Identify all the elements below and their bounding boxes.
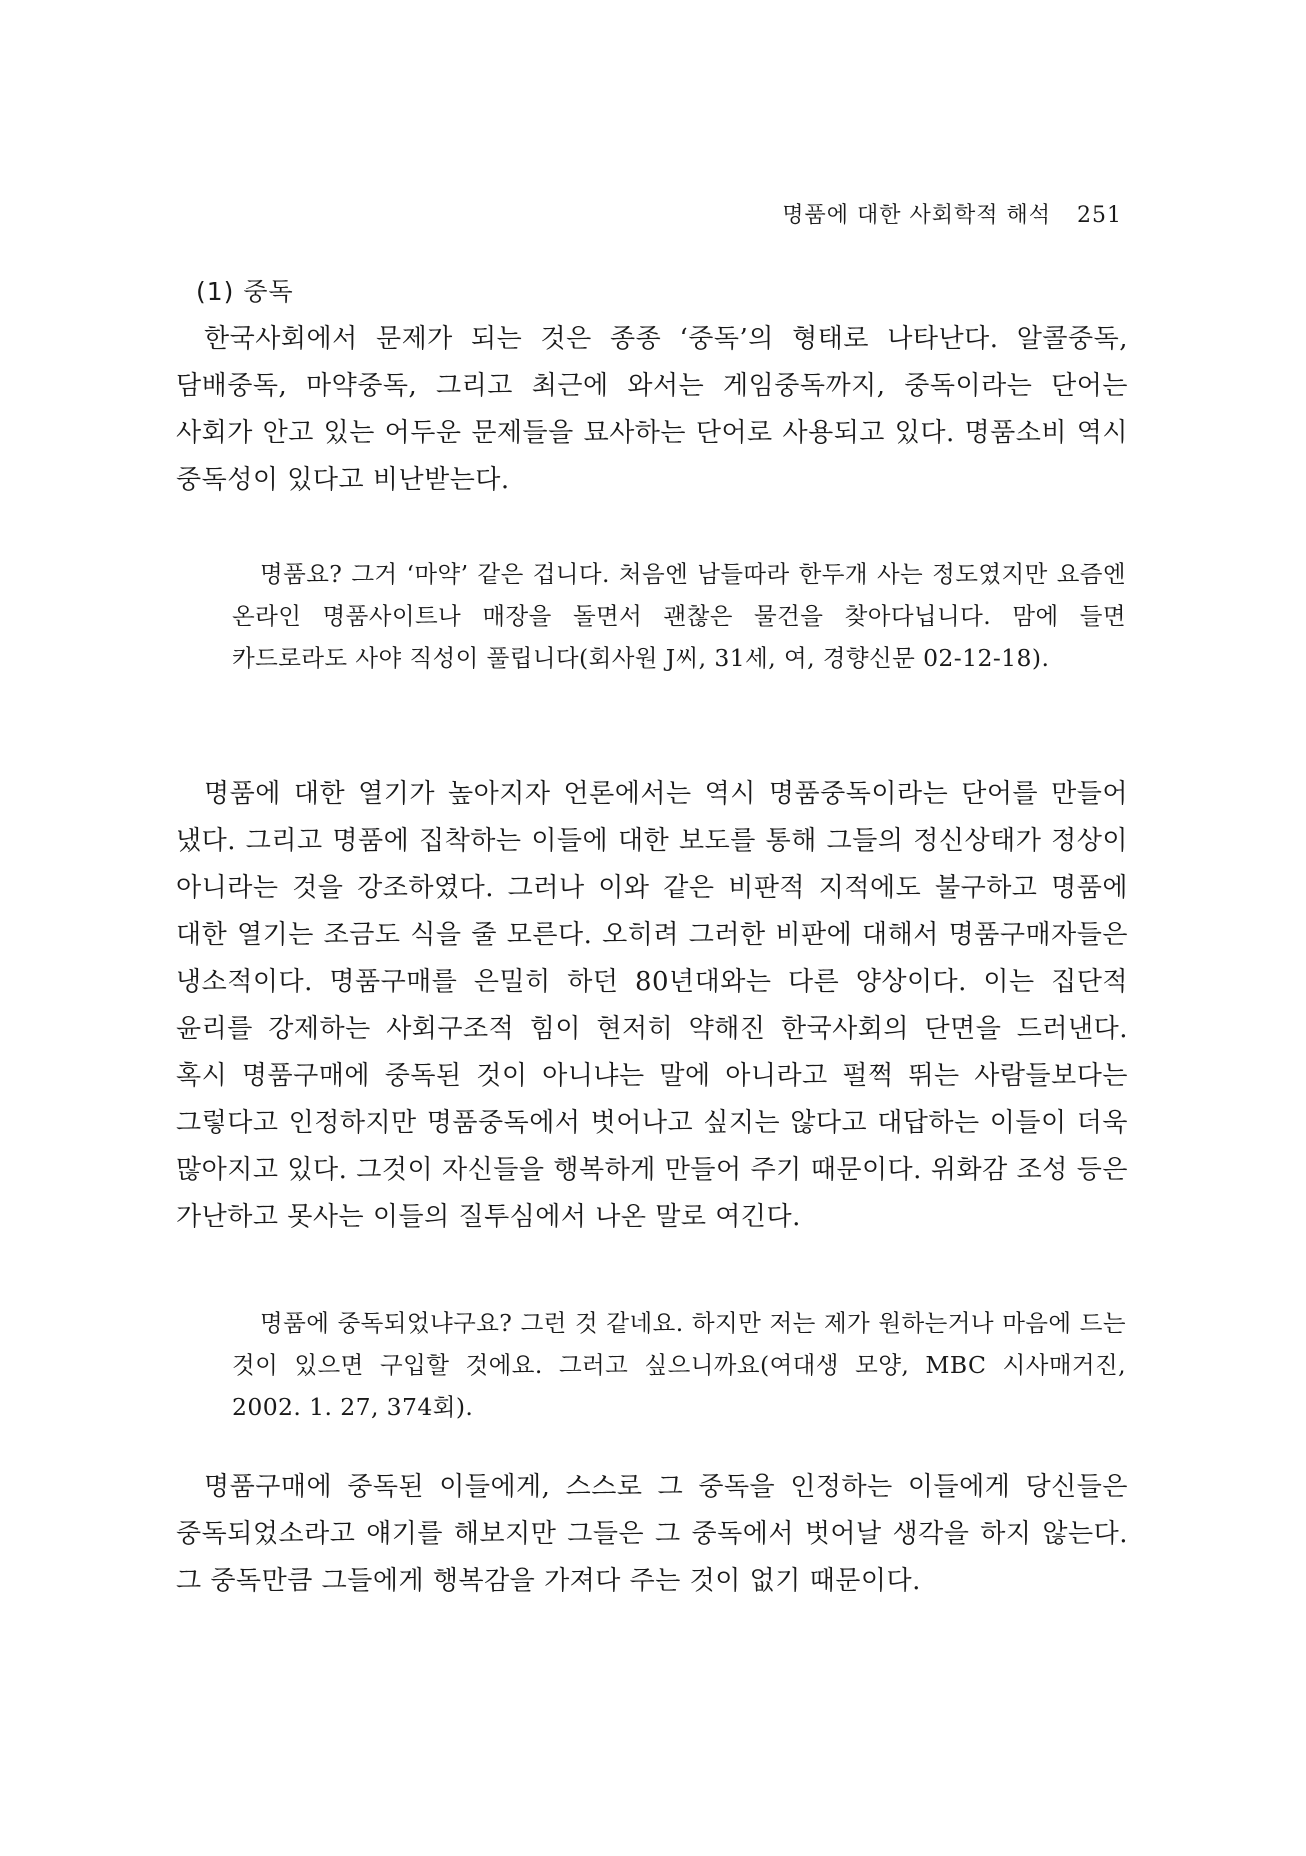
running-header — [782, 198, 1122, 229]
block-quote: 명품에 중독되었냐구요? 그런 것 같네요. 하지만 저는 제가 원하는거나 마음에 드는 것이 있으면 구입할 것에요. 그러고 싶으니까요(여대생 모양, MBC 시사매거진, 2002. 1. 27, 374회). — [232, 1309, 1126, 1421]
body-paragraph: 명품에 대한 열기가 높아지자 언론에서는 역시 명품중독이라는 단어를 만들어 냈다. 그리고 명품에 집착하는 이들에 대한 보도를 통해 그들의 정신상태가 정상이 아니라는 것을 강조하였다. 그러나 이와 같은 비판적 지적에도 불구하고 명품에 대한 열기는 조금도 식을 줄 모른다. 오히려 그러한 비판에 대해서 명품구매자들은 냉소적이다. 명품구매를 은밀히 하던 80년대와는 다른 양상이다. 이는 집단적 윤리를 강제하는 사회구조적 힘이 현저히 약해진 한국사회의 단면을 드러낸다. 혹시 명품구매에 중독된 것이 아니냐는 말에 아니라고 펄쩍 뛰는 사람들보다는 그렇다고 인정하지만 명품중독에서 벗어나고 싶지는 않다고 대답하는 이들이 더욱 많아지고 있다. 그것이 자신들을 행복하게 만들어 주기 때문이다. 위화감 조성 등은 가난하고 못사는 이들의 질투심에서 나온 말로 여긴다. — [176, 779, 1129, 1232]
section-heading: (1) 중독 — [196, 277, 294, 306]
body-paragraph: 한국사회에서 문제가 되는 것은 종종 ‘중독’의 형태로 나타난다. 알콜중독, 담배중독, 마약중독, 그리고 최근에 와서는 게임중독까지, 중독이라는 단어는 사회가 안고 있는 어두운 문제들을 묘사하는 단어로 사용되고 있다. 명품소비 역시 중독성이 있다고 비난받는다. — [176, 324, 1128, 495]
page-number: 251 — [1077, 203, 1122, 228]
body-paragraph: 명품구매에 중독된 이들에게, 스스로 그 중독을 인정하는 이들에게 당신들은 중독되었소라고 얘기를 해보지만 그들은 그 중독에서 벗어날 생각을 하지 않는다. 그 중독만큼 그들에게 행복감을 가져다 주는 것이 없기 때문이다. — [176, 1472, 1128, 1596]
block-quote: 명품요? 그거 ‘마약’ 같은 겁니다. 처음엔 남들따라 한두개 사는 정도였지만 요즘엔 온라인 명품사이트나 매장을 돌면서 괜찮은 물건을 찾아다닙니다. 맘에 들면 카드로라도 사야 직성이 풀립니다(회사원 J씨, 31세, 여, 경향신문 02-12-18). — [232, 560, 1126, 672]
running-header-title: 명품에 대한 사회학적 해석 — [782, 203, 1051, 228]
